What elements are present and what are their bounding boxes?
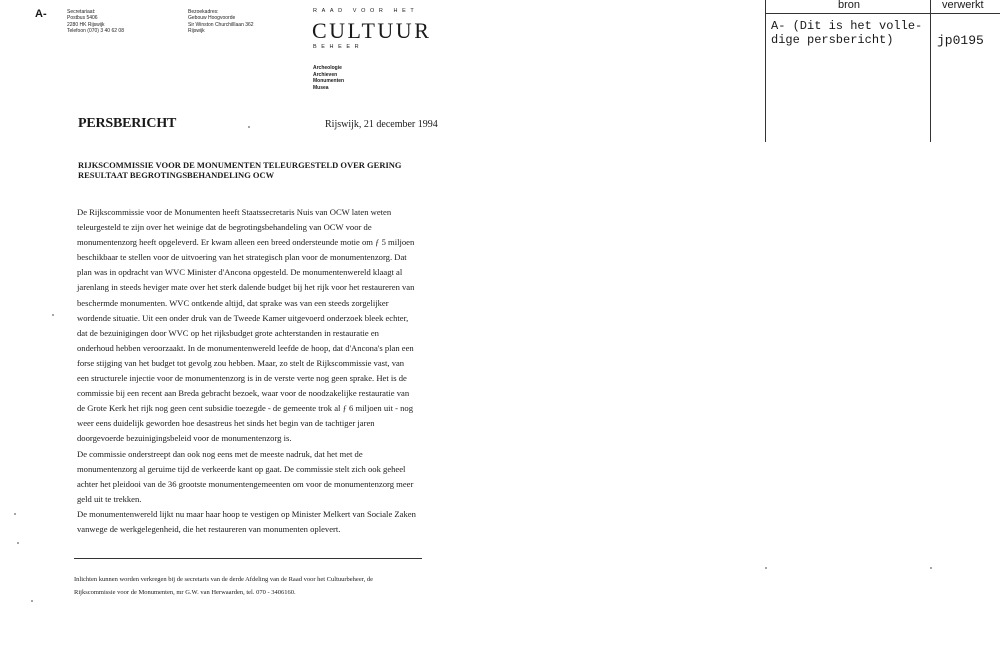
scan-speck (31, 600, 33, 602)
body-line: beschikbaar te stellen voor de uitvoering van het strategisch plan voor de monumentenzorg. Dat (77, 252, 407, 263)
body-line: monumentenzorg heeft opgeleverd. Er kwam alleen een breed ondersteunde motie om ƒ 5 miljoen (77, 237, 415, 248)
headline-line: RESULTAAT BEGROTINGSBEHANDELING OCW (78, 170, 275, 180)
scan-speck (765, 567, 767, 569)
address-line: Bezoekadres: (188, 9, 219, 15)
scan-speck (52, 314, 54, 316)
card-bron-entry (771, 19, 922, 47)
press-release-body (77, 205, 435, 537)
sector-item: Archeologie (313, 65, 342, 71)
sector-item: Monumenten (313, 78, 345, 84)
contact-footnote (74, 574, 444, 599)
archive-mark: A- (35, 8, 47, 20)
brand-logo-text: CULTUUR (312, 18, 432, 43)
body-line: De commissie onderstreept dan ook nog eens met de meeste nadruk, dat het met de (77, 448, 363, 459)
body-line: achter het pleidooi van de 36 grootste monumentengemeenten om voor de monumentenzorg meer (77, 478, 414, 489)
body-line: monumentenzorg al geruime tijd de verkeerde kant op gaat. De commissie stelt zich ook geheel (77, 463, 406, 474)
body-line: jarenlang in steeds heviger mate over het sterk dalende budget bij het rijk voor het restaureren van (77, 282, 415, 293)
bezoekadres-address (188, 9, 254, 34)
footnote-line: Rijkscommissie voor de Monumenten, mr G.W. van Herwaarden, tel. 070 - 3406160. (74, 588, 296, 596)
address-line: Postbus 5406 (67, 15, 98, 22)
card-header-rule (765, 13, 1000, 14)
body-line: forse stijging van het budget tot gevolg zou hebben. Maar, zo stelt de Rijkscommissie vast, van (77, 357, 405, 368)
body-line: teleurgesteld te zijn over het weinige dat de begrotingsbehandeling van OCW voor de (77, 222, 372, 233)
dateline: Rijswijk, 21 december 1994 (325, 119, 438, 130)
address-line: Sir Winston Churchilllaan 362 (188, 21, 254, 28)
body-line: een structurele injectie voor de monumentenzorg is in de verste verte nog geen sprake. Het is de (77, 373, 407, 384)
card-left-border (765, 0, 766, 142)
footnote-line: Inlichten kunnen worden verkregen bij de secretaris van de derde Afdeling van de Raad voor het Cultuurbeheer, de (74, 576, 373, 583)
card-header-verwerkt: verwerkt (942, 0, 984, 11)
scan-speck (14, 513, 16, 515)
address-line: 2280 HK Rijswijk (67, 21, 105, 28)
scan-speck (930, 567, 932, 569)
body-line: De Rijkscommissie voor de Monumenten heeft Staatssecretaris Nuis van OCW laten weten (77, 207, 392, 217)
sector-item: Musea (313, 84, 329, 91)
brand-bottom-line: BEHEER (313, 44, 364, 50)
card-verwerkt-entry: jp0195 (937, 33, 984, 48)
address-line: Secretariaat: (67, 9, 96, 15)
body-line: dat de bezuinigingen door WVC op het rijksbudget grote achterstanden in restauratie en (77, 327, 379, 338)
body-line: de Grote Kerk het rijk nog geen cent subsidie toezegde - de gemeente trok al ƒ 6 miljoen uit - nog (77, 403, 414, 414)
scan-speck (17, 542, 19, 544)
footer-divider (74, 558, 422, 559)
address-line: Gebouw Hoogvoorde (188, 15, 236, 22)
press-release-headline (78, 160, 438, 180)
body-line: onderhoud hebben veroorzaakt. In de monumentenwereld leefde de hoop, dat d'Ancona's plan een (77, 342, 414, 353)
scan-speck (248, 126, 250, 128)
body-line: commissie bij een recent aan Breda gebracht bezoek, waar voor de noodzakelijke restauratie van (77, 388, 410, 399)
body-line: doorgevoerde bezuinigingsbeleid voor de monumentenzorg is. (77, 433, 292, 444)
brand-top-line: RAAD VOOR HET (313, 8, 419, 14)
body-line: De monumentenwereld lijkt nu maar haar hoop te vestigen op Minister Melkert van Sociale Zaken (77, 508, 416, 519)
sector-item: Archieven (313, 71, 338, 78)
sector-list (313, 65, 344, 91)
card-header-bron: bron (838, 0, 861, 11)
document-type-title: PERSBERICHT (78, 116, 177, 131)
card-column-divider (930, 0, 931, 142)
address-line: Telefoon (070) 3 40 62 08 (67, 27, 124, 34)
body-line: geld uit te trekken. (77, 493, 142, 504)
headline-line: RIJKSCOMMISSIE VOOR DE MONUMENTEN TELEURGESTELD OVER GERING (78, 160, 402, 170)
card-bron-line: dige persbericht) (771, 33, 894, 47)
body-line: wordende situatie. Uit een onder druk van de Tweede Kamer uitgevoerd onderzoek bleek echter, (77, 312, 409, 323)
secretariaat-address (67, 9, 124, 34)
body-line: weer eens duidelijk geworden hoe desastreus het sinds het begin van de tachtiger jaren (77, 418, 375, 429)
address-line: Rijswijk (188, 27, 205, 34)
body-line: plan was in opdracht van WVC Minister d'Ancona opgesteld. De monumentenwereld klaagt al (77, 267, 403, 278)
body-line: vanwege de werkgelegenheid, die het restaureren van monumenten oplevert. (77, 523, 341, 534)
body-line: beschermde monumenten. WVC ontkende altijd, dat sprake was van een steeds zorgelijker (77, 297, 389, 308)
card-bron-line: A- (Dit is het volle- (771, 19, 923, 33)
